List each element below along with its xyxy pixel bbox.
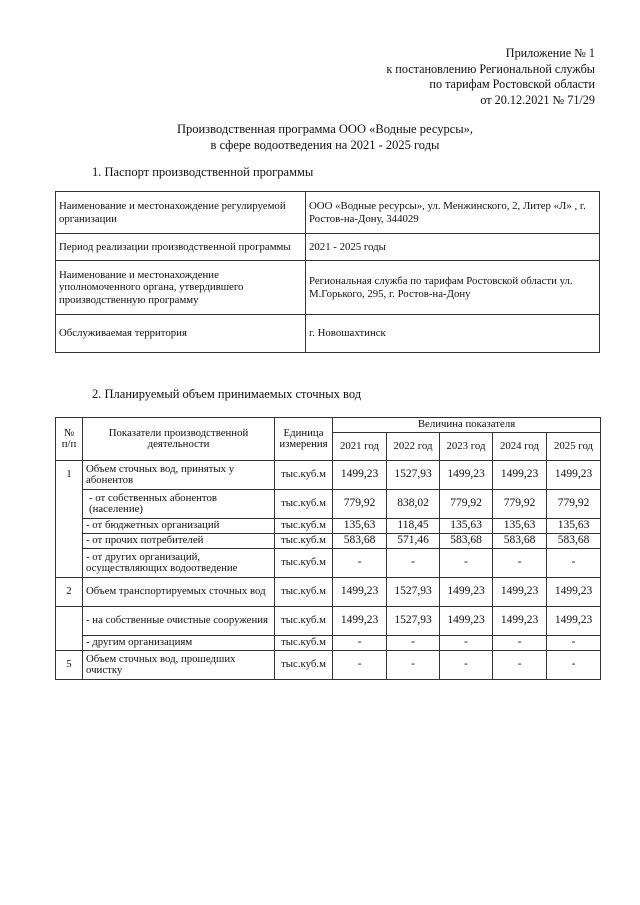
table-row [56, 549, 601, 578]
row-value: 135,63 [493, 519, 547, 534]
header-year: 2023 год [440, 433, 493, 461]
row-value: 118,45 [387, 519, 440, 534]
wastewater-volume-table [55, 417, 601, 680]
row-value: 838,02 [387, 490, 440, 519]
row-unit: тыс.куб.м [275, 490, 333, 519]
header-value: Величина показателя [333, 418, 601, 433]
row-indicator: Объем транспортируемых сточных вод [83, 578, 275, 607]
row-value: 779,92 [440, 490, 493, 519]
section-heading-volume: 2. Планируемый объем принимаемых сточных вод [92, 387, 362, 401]
row-unit: тыс.куб.м [275, 636, 333, 651]
row-value: - [547, 636, 601, 651]
row-value: 583,68 [547, 534, 601, 549]
header-number: № п/п [56, 418, 83, 461]
row-indicator: Объем сточных вод, прошедших очистку [83, 651, 275, 680]
row-value: 1499,23 [493, 607, 547, 636]
passport-label: Период реализации производственной программы [56, 234, 306, 261]
row-value: 571,46 [387, 534, 440, 549]
header-year: 2024 год [493, 433, 547, 461]
row-value: 1527,93 [387, 578, 440, 607]
row-value: 1527,93 [387, 461, 440, 490]
table-row [56, 651, 601, 680]
row-value: 1499,23 [440, 578, 493, 607]
table-row [56, 461, 601, 490]
row-unit: тыс.куб.м [275, 519, 333, 534]
table-row [56, 519, 601, 534]
header-year: 2022 год [387, 433, 440, 461]
row-value: - [387, 651, 440, 680]
row-value: - [387, 549, 440, 578]
row-value: 1499,23 [547, 461, 601, 490]
appendix-date: от 20.12.2021 № 71/29 [480, 92, 595, 107]
row-value: - [440, 636, 493, 651]
row-value: 135,63 [333, 519, 387, 534]
row-value: 1499,23 [493, 461, 547, 490]
header-unit: Единица измерения [275, 418, 333, 461]
appendix-line: Приложение № 1 [505, 46, 595, 60]
row-number: 5 [56, 651, 83, 680]
row-value: - [333, 636, 387, 651]
passport-row [56, 261, 600, 315]
row-value: 583,68 [493, 534, 547, 549]
row-unit: тыс.куб.м [275, 651, 333, 680]
row-value: - [333, 651, 387, 680]
row-value: 1499,23 [547, 607, 601, 636]
document-title [60, 122, 590, 153]
row-unit: тыс.куб.м [275, 534, 333, 549]
row-value: - [387, 636, 440, 651]
table-row [56, 534, 601, 549]
passport-value: 2021 - 2025 годы [306, 234, 600, 261]
row-value: 779,92 [493, 490, 547, 519]
row-indicator: - от собственных абонентов (население) [83, 490, 275, 519]
row-indicator: - другим организациям [83, 636, 275, 651]
table-row [56, 607, 601, 636]
passport-row [56, 192, 600, 234]
passport-value: Региональная служба по тарифам Ростовской области ул. М.Горького, 295, г. Ростов-на-Дону [306, 261, 600, 315]
row-unit: тыс.куб.м [275, 461, 333, 490]
row-value: 135,63 [440, 519, 493, 534]
header-indicator: Показатели производственной деятельности [83, 418, 275, 461]
passport-row [56, 315, 600, 353]
row-unit: тыс.куб.м [275, 607, 333, 636]
row-indicator: - от других организаций, осуществляющих водоотведение [83, 549, 275, 578]
appendix-header [265, 46, 595, 108]
passport-value: г. Новошахтинск [306, 315, 600, 353]
row-value: 135,63 [547, 519, 601, 534]
row-value: - [493, 636, 547, 651]
row-indicator: - от бюджетных организаций [83, 519, 275, 534]
row-indicator: - на собственные очистные сооружения [83, 607, 275, 636]
row-value: 1499,23 [440, 607, 493, 636]
table-header-row [56, 418, 601, 433]
row-value: 1499,23 [333, 578, 387, 607]
row-value: 1527,93 [387, 607, 440, 636]
passport-label: Наименование и местонахождение уполномоченного органа, утвердившего производственную программу [56, 261, 306, 315]
row-value: - [547, 549, 601, 578]
row-value: 1499,23 [333, 461, 387, 490]
row-value: 779,92 [333, 490, 387, 519]
row-value: 1499,23 [547, 578, 601, 607]
row-indicator: Объем сточных вод, принятых у абонентов [83, 461, 275, 490]
row-value: - [493, 651, 547, 680]
title-line: Производственная программа ООО «Водные ресурсы», [176, 122, 474, 136]
row-unit: тыс.куб.м [275, 549, 333, 578]
table-row [56, 578, 601, 607]
appendix-line: по тарифам Ростовской области [429, 77, 595, 91]
row-unit: тыс.куб.м [275, 578, 333, 607]
row-number: 1 [56, 461, 83, 578]
row-number: 2 [56, 578, 83, 607]
row-value: 583,68 [440, 534, 493, 549]
row-value: 1499,23 [440, 461, 493, 490]
table-row [56, 490, 601, 519]
row-number [56, 607, 83, 651]
row-value: 1499,23 [333, 607, 387, 636]
row-value: - [493, 549, 547, 578]
table-row [56, 636, 601, 651]
passport-value: ООО «Водные ресурсы», ул. Менжинского, 2, Литер «Л» , г. Ростов-на-Дону, 344029 [306, 192, 600, 234]
row-value: - [333, 549, 387, 578]
section-heading-passport: 1. Паспорт производственной программы [92, 165, 314, 179]
passport-row [56, 234, 600, 261]
header-year: 2025 год [547, 433, 601, 461]
passport-table [55, 191, 600, 353]
row-value: - [440, 549, 493, 578]
row-value: - [440, 651, 493, 680]
row-value: 583,68 [333, 534, 387, 549]
title-line: в сфере водоотведения на 2021 - 2025 годы [210, 137, 440, 152]
passport-label: Обслуживаемая территория [56, 315, 306, 353]
row-value: 1499,23 [493, 578, 547, 607]
passport-label: Наименование и местонахождение регулируемой организации [56, 192, 306, 234]
row-value: 779,92 [547, 490, 601, 519]
header-year: 2021 год [333, 433, 387, 461]
row-indicator: - от прочих потребителей [83, 534, 275, 549]
appendix-line: к постановлению Региональной службы [386, 61, 595, 76]
row-value: - [547, 651, 601, 680]
